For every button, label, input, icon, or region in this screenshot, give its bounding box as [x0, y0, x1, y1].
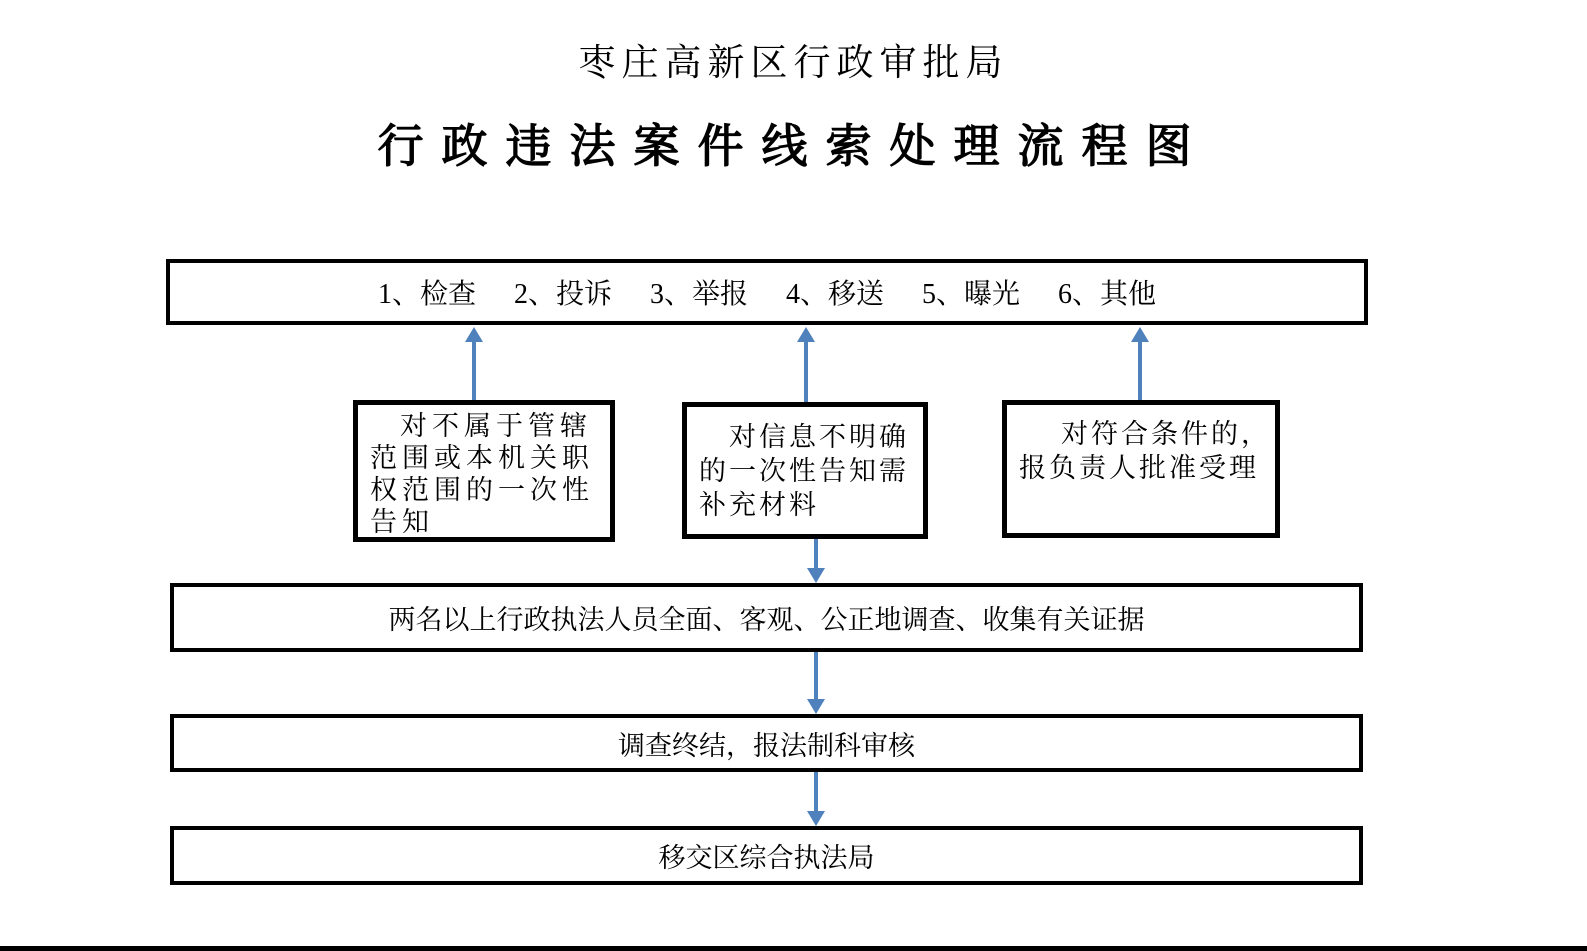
process-box-text: 两名以上行政执法人员全面、客观、公正地调查、收集有关证据 — [388, 605, 1145, 635]
arrow-down-review-to-transfer-icon — [807, 772, 825, 826]
branch-box-unclear-info-notice — [682, 402, 928, 539]
clue-source-item-exposure: 5、曝光 — [922, 279, 1021, 310]
branch-box-line: 对信息不明确 — [729, 422, 909, 452]
arrow-up-unclear-info-to-sources-icon — [797, 327, 815, 402]
arrow-stem — [804, 340, 808, 402]
arrow-down-unclear-info-to-investigation-icon — [807, 539, 825, 583]
process-box-investigation — [170, 583, 1363, 652]
branch-box-line: 的一次性告知需 — [699, 456, 909, 486]
bottom-rule-divider — [0, 946, 1587, 951]
arrow-stem — [814, 652, 818, 701]
arrow-down-investigation-to-review-icon — [807, 652, 825, 714]
branch-box-line: 范围或本机关职 — [370, 443, 594, 473]
arrow-stem — [814, 772, 818, 813]
clue-sources-box — [166, 259, 1368, 325]
branch-box-line: 告知 — [370, 507, 434, 537]
process-box-transfer-enforcement-bureau — [170, 826, 1363, 885]
process-box-text: 调查终结，报法制科审核 — [618, 730, 915, 761]
page-title: 枣庄高新区行政审批局 — [578, 43, 1009, 84]
clue-source-item-report: 3、举报 — [649, 279, 748, 310]
branch-box-line: 补充材料 — [699, 490, 819, 520]
arrow-head-icon — [807, 811, 825, 826]
branch-box-line: 报负责人批准受理 — [1019, 453, 1259, 483]
clue-source-item-transfer: 4、移送 — [786, 279, 885, 310]
arrow-stem — [472, 340, 476, 400]
branch-box-accept-approval — [1002, 400, 1280, 538]
branch-box-jurisdiction-notice — [353, 400, 615, 542]
arrow-up-accept-to-sources-icon — [1131, 327, 1149, 400]
process-box-legal-review — [170, 714, 1363, 772]
arrow-stem — [814, 539, 818, 570]
branch-box-line: 权范围的一次性 — [370, 475, 594, 505]
clue-source-item-complaint: 2、投诉 — [513, 279, 612, 310]
process-box-text: 移交区综合执法局 — [658, 843, 875, 873]
clue-source-item-other: 6、其他 — [1058, 279, 1157, 310]
clue-source-item-inspection: 1、检查 — [377, 279, 476, 310]
branch-box-line: 对不属于管辖 — [400, 411, 592, 441]
page-subtitle: 行政违法案件线索处理流程图 — [377, 121, 1210, 172]
arrow-stem — [1138, 340, 1142, 400]
arrow-up-jurisdiction-to-sources-icon — [465, 327, 483, 400]
branch-box-line: 对符合条件的， — [1061, 419, 1271, 449]
arrow-head-icon — [807, 568, 825, 583]
arrow-head-icon — [807, 699, 825, 714]
